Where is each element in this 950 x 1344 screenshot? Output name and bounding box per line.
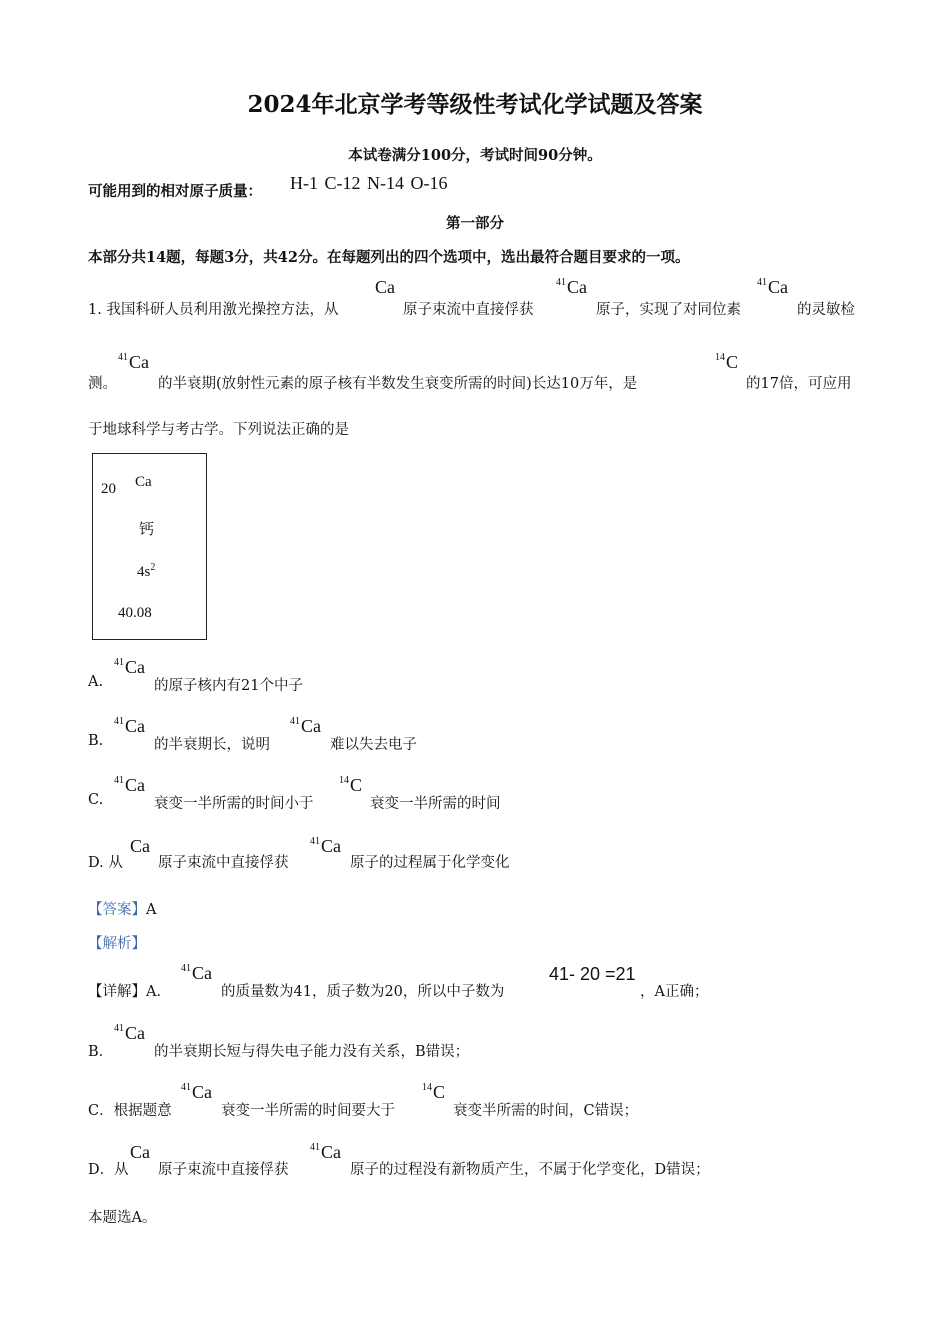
atomic-mass-values: H-1 C-12 N-14 O-16	[290, 173, 448, 193]
option-d-text-2: 原子的过程属于化学变化	[350, 855, 510, 871]
detail-d-prefix: D．从	[88, 1162, 129, 1178]
option-a-ca41: $^{41}$Ca	[114, 657, 145, 677]
option-c-text-2: 衰变一半所需的时间	[370, 796, 501, 812]
detail-c-c14: $^{14}$C	[422, 1082, 446, 1102]
q1-text-8: 于地球科学与考古学。下列说法正确的是	[88, 422, 349, 438]
q1-text-2: 原子束流中直接俘获	[403, 302, 534, 318]
detail-d-text-1: 原子束流中直接俘获	[158, 1162, 289, 1178]
option-c-ca41: $^{41}$Ca	[114, 775, 145, 795]
element-symbol: Ca	[135, 474, 152, 490]
q1-text-3: 原子，实现了对同位素	[596, 302, 741, 318]
q1-ca41-3: $^{41}$Ca	[118, 352, 149, 372]
part-title: 第一部分	[446, 215, 504, 232]
option-b-label: B.	[88, 733, 104, 749]
detail-b-prefix: B．	[88, 1044, 114, 1060]
analysis-label: 【解析】	[88, 936, 146, 952]
detail-d-ca: Ca	[130, 1142, 150, 1162]
q1-text-1: 1. 我国科研人员利用激光操控方法，从	[88, 302, 339, 318]
option-a-label: A.	[88, 674, 104, 690]
option-d-ca41: $^{41}$Ca	[310, 836, 341, 856]
detail-b-text: 的半衰期长短与得失电子能力没有关系，B错误；	[154, 1044, 470, 1060]
option-c-c14: $^{14}$C	[339, 775, 363, 795]
conclusion: 本题选A。	[88, 1210, 157, 1226]
q1-ca-1: Ca	[375, 277, 395, 297]
detail-c-text-1: 衰变一半所需的时间要大于	[221, 1103, 395, 1119]
part-description: 本部分共14题，每题3分，共42分。在每题列出的四个选项中，选出最符合题目要求的一项。	[88, 249, 690, 266]
q1-text-5: 测。	[88, 376, 117, 392]
option-b-text-2: 难以失去电子	[330, 737, 417, 753]
exam-info: 本试卷满分100分，考试时间90分钟。	[348, 147, 602, 164]
detail-c-prefix: C．根据题意	[88, 1103, 172, 1119]
option-c-label: C.	[88, 792, 104, 808]
q1-c14-1: $^{14}$C	[715, 352, 739, 372]
option-d-ca: Ca	[130, 836, 150, 856]
detail-c-text-2: 衰变半所需的时间，C错误；	[453, 1103, 639, 1119]
detail-a-ca41: $^{41}$Ca	[181, 963, 212, 983]
option-a-text: 的原子核内有21个中子	[154, 678, 303, 694]
detail-c-ca41: $^{41}$Ca	[181, 1082, 212, 1102]
detail-a-text-1: 的质量数为41，质子数为20，所以中子数为	[221, 984, 505, 1000]
answer-line	[88, 898, 156, 919]
element-electron-config: $4s^2$	[137, 562, 156, 580]
element-atomic-number: 20	[101, 481, 116, 497]
element-card	[92, 453, 207, 640]
detail-d-ca41: $^{41}$Ca	[310, 1142, 341, 1162]
q1-ca41-1: $^{41}$Ca	[556, 277, 587, 297]
detail-a-expression: 41- 20 =21	[549, 964, 636, 984]
q1-text-4: 的灵敏检	[797, 302, 855, 318]
answer-value: A	[146, 902, 157, 918]
option-b-ca41-1: $^{41}$Ca	[114, 716, 145, 736]
detail-a-prefix: 【详解】A．	[88, 984, 171, 1000]
option-c-text-1: 衰变一半所需的时间小于	[154, 796, 314, 812]
q1-ca41-2: $^{41}$Ca	[757, 277, 788, 297]
detail-b-ca41: $^{41}$Ca	[114, 1023, 145, 1043]
q1-text-6: 的半衰期(放射性元素的原子核有半数发生衰变所需的时间)长达10万年，是	[158, 376, 638, 392]
page-title: 2024年北京学考等级性考试化学试题及答案	[247, 91, 703, 118]
element-atomic-mass: 40.08	[118, 605, 152, 621]
atomic-mass-label: 可能用到的相对原子质量：	[88, 183, 262, 200]
answer-label: 【答案】	[88, 902, 146, 918]
option-d-label: D. 从	[88, 855, 123, 871]
option-b-text-1: 的半衰期长，说明	[154, 737, 270, 753]
q1-text-7: 的17倍，可应用	[746, 376, 852, 392]
detail-d-text-2: 原子的过程没有新物质产生，不属于化学变化，D错误；	[350, 1162, 710, 1178]
option-d-text-1: 原子束流中直接俘获	[158, 855, 289, 871]
detail-a-text-2: ，A正确；	[640, 984, 709, 1000]
element-name: 钙	[139, 520, 155, 538]
option-b-ca41-2: $^{41}$Ca	[290, 716, 321, 736]
